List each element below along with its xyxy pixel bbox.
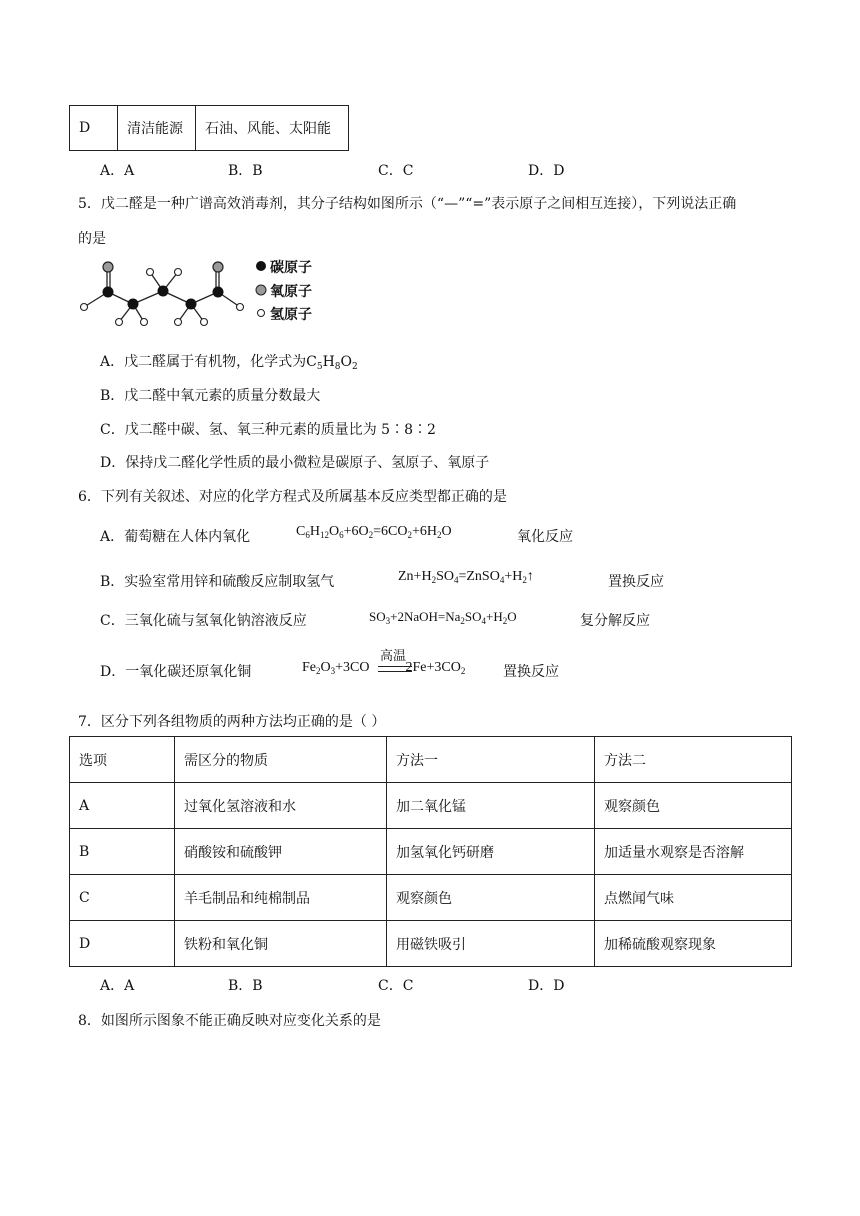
legend-carbon-icon xyxy=(256,261,266,271)
reaction-condition: 高温 xyxy=(380,649,407,664)
table-row xyxy=(70,829,792,875)
q6-option-c-desc: C．三氧化硫与氢氧化钠溶液反应 xyxy=(100,613,307,629)
q8-stem: 8．如图所示图象不能正确反映对应变化关系的是 xyxy=(78,1013,381,1029)
table-header: 方法二 xyxy=(595,737,792,783)
legend-carbon-label: 碳原子 xyxy=(270,260,312,276)
table-row xyxy=(70,783,792,829)
table-header: 选项 xyxy=(70,737,175,783)
option-b: B．B xyxy=(228,978,263,994)
q6-option-b-equation: $Zn+H_2SO_4=ZnSO_4+H_2↑$ xyxy=(398,569,534,585)
q6-option-c-type: 复分解反应 xyxy=(580,613,650,629)
carbon-atom xyxy=(128,299,139,310)
table-cell: A xyxy=(70,783,175,829)
carbon-atom xyxy=(158,286,169,297)
table-cell: 观察颜色 xyxy=(595,783,792,829)
q5-option-d: D．保持戊二醛化学性质的最小微粒是碳原子、氢原子、氧原子 xyxy=(100,455,490,471)
q5-stem-line2: 的是 xyxy=(78,231,106,247)
carbon-atom xyxy=(186,299,197,310)
option-b: B．B xyxy=(228,163,263,179)
hydrogen-atom xyxy=(237,304,244,311)
oxygen-atom xyxy=(213,262,223,272)
table-cell: 用磁铁吸引 xyxy=(387,921,595,967)
table-cell: 观察颜色 xyxy=(387,875,595,921)
option-c: C．C xyxy=(378,978,414,994)
table-header: 方法一 xyxy=(387,737,595,783)
table-cell: 清洁能源 xyxy=(118,106,196,151)
carbon-atom xyxy=(103,287,114,298)
q6-option-a-desc: A．葡萄糖在人体内氧化 xyxy=(100,529,251,545)
table-header: 需区分的物质 xyxy=(175,737,387,783)
legend-oxygen-icon xyxy=(256,285,266,295)
q7-stem: 7．区分下列各组物质的两种方法均正确的是（ ） xyxy=(78,714,386,730)
table-cell: 石油、风能、太阳能 xyxy=(196,106,349,151)
hydrogen-atom xyxy=(201,319,208,326)
q6-option-d-type: 置换反应 xyxy=(503,664,559,680)
option-a: A．A xyxy=(100,163,135,179)
q6-option-d-equation: $Fe_2O_3+3CO$ $2Fe+3CO_2$ xyxy=(302,660,466,676)
oxygen-atoms xyxy=(103,262,223,272)
oxygen-atom xyxy=(103,262,113,272)
q5-option-b: B．戊二醛中氧元素的质量分数最大 xyxy=(100,388,321,404)
hydrogen-atom xyxy=(147,269,154,276)
table-cell: 硝酸铵和硫酸钾 xyxy=(175,829,387,875)
legend-oxygen-label: 氧原子 xyxy=(270,284,312,300)
q6-option-b-desc: B．实验室常用锌和硫酸反应制取氢气 xyxy=(100,574,335,590)
option-c: C．C xyxy=(378,163,414,179)
table-cell: 铁粉和氧化铜 xyxy=(175,921,387,967)
hydrogen-atom xyxy=(175,269,182,276)
option-a: A．A xyxy=(100,978,135,994)
q4-table xyxy=(69,105,349,151)
table-cell: D xyxy=(70,921,175,967)
table-cell: 加二氧化锰 xyxy=(387,783,595,829)
table-row xyxy=(70,106,349,151)
hydrogen-atom xyxy=(175,319,182,326)
hydrogen-atom xyxy=(81,304,88,311)
hydrogen-atom xyxy=(116,319,123,326)
table-cell: 加适量水观察是否溶解 xyxy=(595,829,792,875)
table-cell: B xyxy=(70,829,175,875)
q7-table xyxy=(69,736,792,967)
q6-option-a-equation: $C_6H_{12}O_6+6O_2=6CO_2+6H_2O$ xyxy=(296,524,452,540)
table-row xyxy=(70,875,792,921)
option-d: D．D xyxy=(528,163,565,179)
q5-stem-line1: 5．戊二醛是一种广谱高效消毒剂，其分子结构如图所示（“—”“=”表示原子之间相互连接），下列说法正确 xyxy=(78,196,737,212)
table-row xyxy=(70,921,792,967)
q6-stem: 6．下列有关叙述、对应的化学方程式及所属基本反应类型都正确的是 xyxy=(78,489,507,505)
table-header-row xyxy=(70,737,792,783)
q5-option-c: C．戊二醛中碳、氢、氧三种元素的质量比为 5∶8∶2 xyxy=(100,422,436,438)
table-cell: 点燃闻气味 xyxy=(595,875,792,921)
table-cell: D xyxy=(70,106,118,151)
q6-option-b-type: 置换反应 xyxy=(608,574,664,590)
q6-option-d-desc: D．一氧化碳还原氧化铜 xyxy=(100,664,252,680)
option-d: D．D xyxy=(528,978,565,994)
carbon-atom xyxy=(213,287,224,298)
legend-hydrogen-icon xyxy=(258,310,265,317)
table-cell: C xyxy=(70,875,175,921)
q6-option-a-type: 氧化反应 xyxy=(517,529,573,545)
q5-option-a: A．戊二醛属于有机物，化学式为$C_5H_8O_2$ xyxy=(100,354,358,372)
legend-hydrogen-label: 氢原子 xyxy=(270,307,312,323)
equals-sign xyxy=(378,666,412,672)
table-cell: 羊毛制品和纯棉制品 xyxy=(175,875,387,921)
table-cell: 加氢氧化钙研磨 xyxy=(387,829,595,875)
hydrogen-atom xyxy=(141,319,148,326)
q6-option-c-equation: $SO_3+2NaOH=Na_2SO_4+H_2O$ xyxy=(369,609,517,626)
table-cell: 加稀硫酸观察现象 xyxy=(595,921,792,967)
table-cell: 过氧化氢溶液和水 xyxy=(175,783,387,829)
